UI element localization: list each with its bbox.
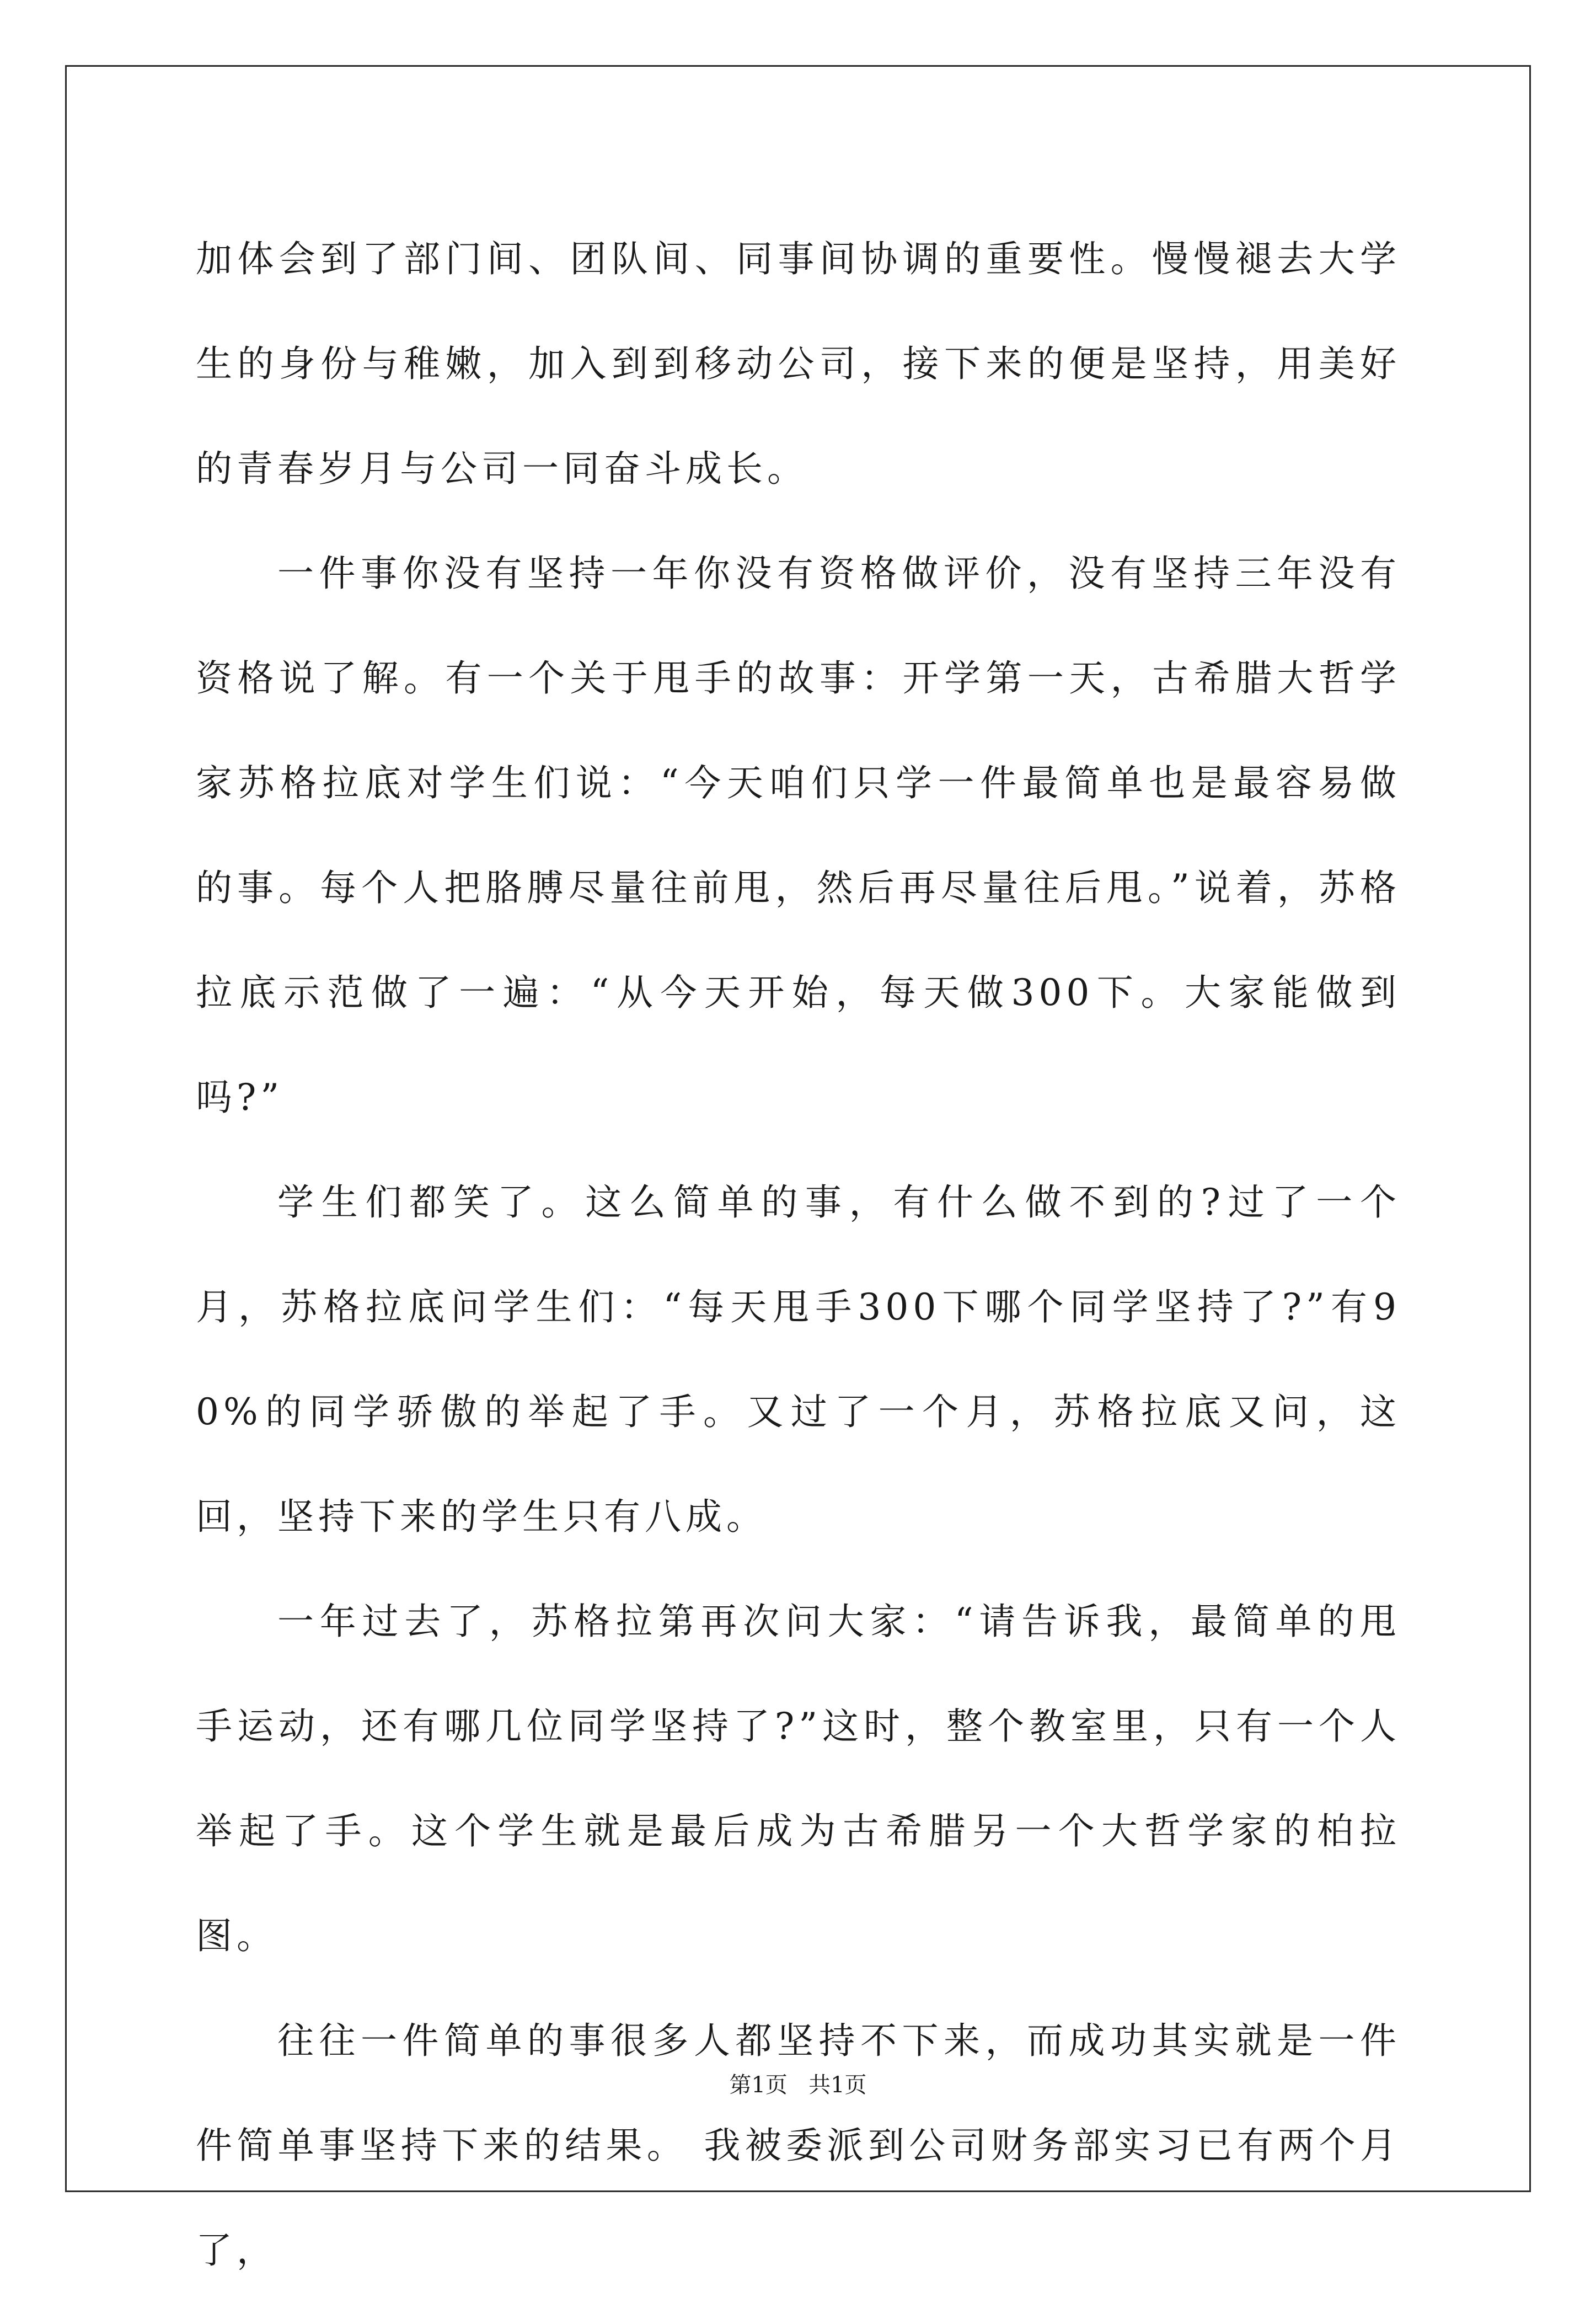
page-number: 第1页 [729, 2072, 788, 2098]
paragraph-1: 加体会到了部门间、团队间、同事间协调的重要性。慢慢褪去大学生的身份与稚嫩，加入到到移动公司，接下来的便是坚持，用美好的青春岁月与公司一同奋斗成长。 [196, 238, 1401, 490]
paragraph-5: 往往一件简单的事很多人都坚持不下来，而成功其实就是一件件简单事坚持下来的结果。 我被委派到公司财务部实习已有两个月了， [196, 2019, 1401, 2272]
paragraph-3: 学生们都笑了。这么简单的事，有什么做不到的?过了一个月，苏格拉底问学生们：“每天甩手300下哪个同学坚持了?”有90%的同学骄傲的举起了手。又过了一个月，苏格拉底又问，这回，坚持下来的学生只有八成。 [196, 1181, 1401, 1538]
page-footer [0, 2069, 1596, 2102]
paragraph-4: 一年过去了，苏格拉第再次问大家：“请告诉我，最简单的甩手运动，还有哪几位同学坚持了?”这时，整个教室里，只有一个人举起了手。这个学生就是最后成为古希腊另一个大哲学家的柏拉图。 [196, 1600, 1401, 1957]
page-total: 共1页 [808, 2072, 867, 2098]
document-body [196, 207, 1401, 2303]
paragraph-2: 一件事你没有坚持一年你没有资格做评价，没有坚持三年没有资格说了解。有一个关于甩手的故事：开学第一天，古希腊大哲学家苏格拉底对学生们说：“今天咱们只学一件最简单也是最容易做的事。每个人把胳膊尽量往前甩，然后再尽量往后甩。”说着，苏格拉底示范做了一遍：“从今天开始，每天做300下。大家能做到吗?” [196, 552, 1401, 1119]
